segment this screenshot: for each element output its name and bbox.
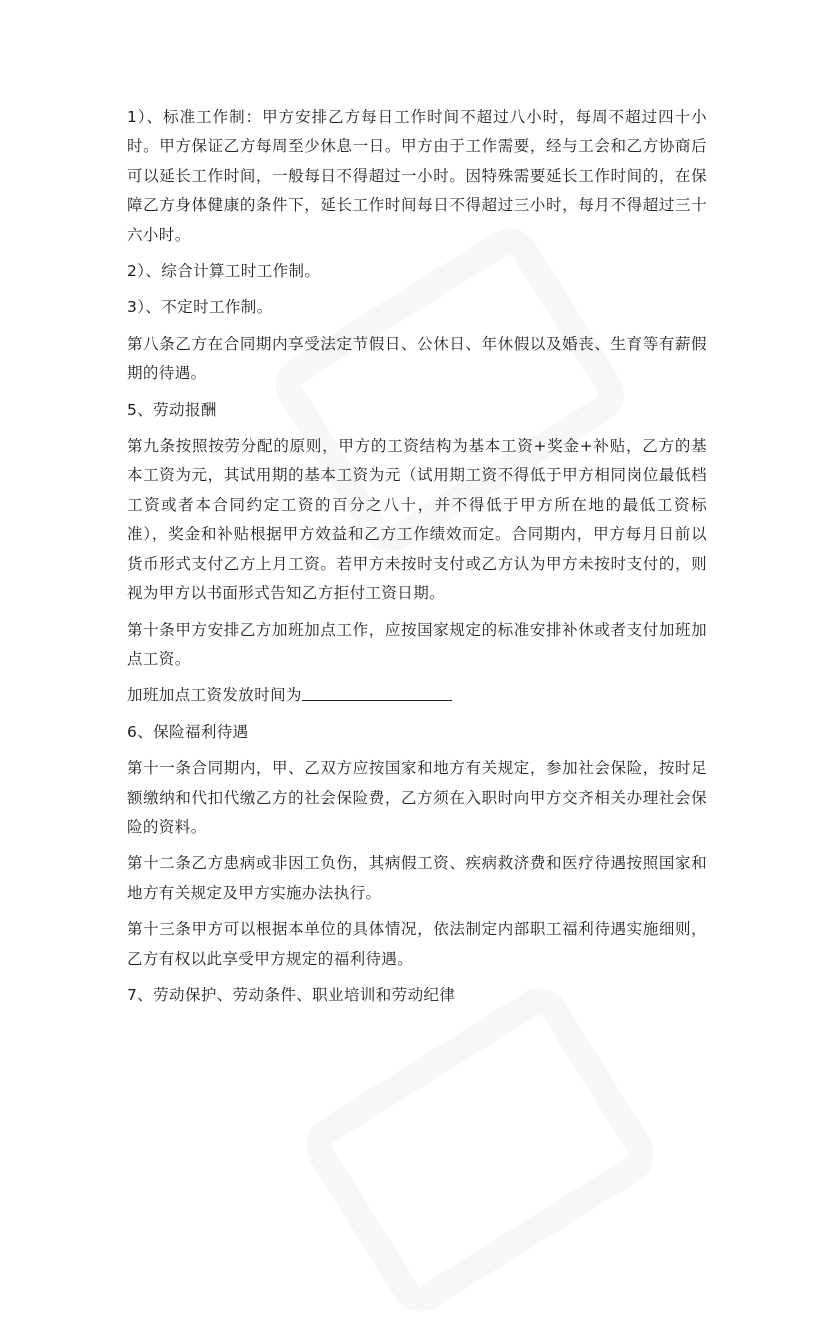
watermark-logo-bottom [295, 977, 666, 1323]
paragraph-article-12: 第十二条乙方患病或非因工负伤，其病假工资、疾病救济费和医疗待遇按照国家和地方有关规定及甲方实施办法执行。 [127, 854, 707, 902]
section-heading-insurance: 6、保险福利待遇 [127, 722, 249, 741]
pay-time-blank-line [302, 684, 452, 701]
paragraph-pay-time [127, 681, 707, 710]
paragraph-comprehensive-hours: 2）、综合计算工时工作制。 [127, 262, 321, 281]
section-heading-labor-protection: 7、劳动保护、劳动条件、职业培训和劳动纪律 [127, 985, 456, 1004]
paragraph-standard-work-system: 1）、标准工作制：甲方安排乙方每日工作时间不超过八小时，每周不超过四十小时。甲方保证乙方每周至少休息一日。甲方由于工作需要，经与工会和乙方协商后可以延长工作时间，一般每日不得超过一小时。因特殊需要延长工作时间的，在保障乙方身体健康的条件下，延长工作时间每日不得超过三小时，每月不得超过三十六小时。 [127, 108, 707, 244]
section-heading-remuneration: 5、劳动报酬 [127, 400, 217, 419]
paragraph-flexible-hours: 3）、不定时工作制。 [127, 298, 273, 317]
pay-time-label: 加班加点工资发放时间为 [127, 686, 302, 705]
paragraph-article-10: 第十条甲方安排乙方加班加点工作，应按国家规定的标准安排补休或者支付加班加点工资。 [127, 620, 707, 668]
paragraph-article-9: 第九条按照按劳分配的原则，甲方的工资结构为基本工资+奖金+补贴，乙方的基本工资为元，其试用期的基本工资为元（试用期工资不得低于甲方相同岗位最低档工资或者本合同约定工资的百分之八十，并不得低于甲方所在地的最低工资标准），奖金和补贴根据甲方效益和乙方工作绩效而定。合同期内，甲方每月日前以货币形式支付乙方上月工资。若甲方未按时支付或乙方认为甲方未按时支付的，则视为甲方以书面形式告知乙方拒付工资日期。 [127, 437, 707, 603]
paragraph-article-8: 第八条乙方在合同期内享受法定节假日、公休日、年休假以及婚丧、生育等有薪假期的待遇。 [127, 334, 707, 383]
paragraph-article-13: 第十三条甲方可以根据本单位的具体情况，依法制定内部职工福利待遇实施细则，乙方有权以此享受甲方规定的福利待遇。 [127, 920, 707, 968]
paragraph-article-11: 第十一条合同期内，甲、乙双方应按国家和地方有关规定，参加社会保险，按时足额缴纳和代扣代缴乙方的社会保险费，乙方须在入职时向甲方交齐相关办理社会保险的资料。 [127, 759, 707, 836]
document-body [127, 103, 707, 1017]
